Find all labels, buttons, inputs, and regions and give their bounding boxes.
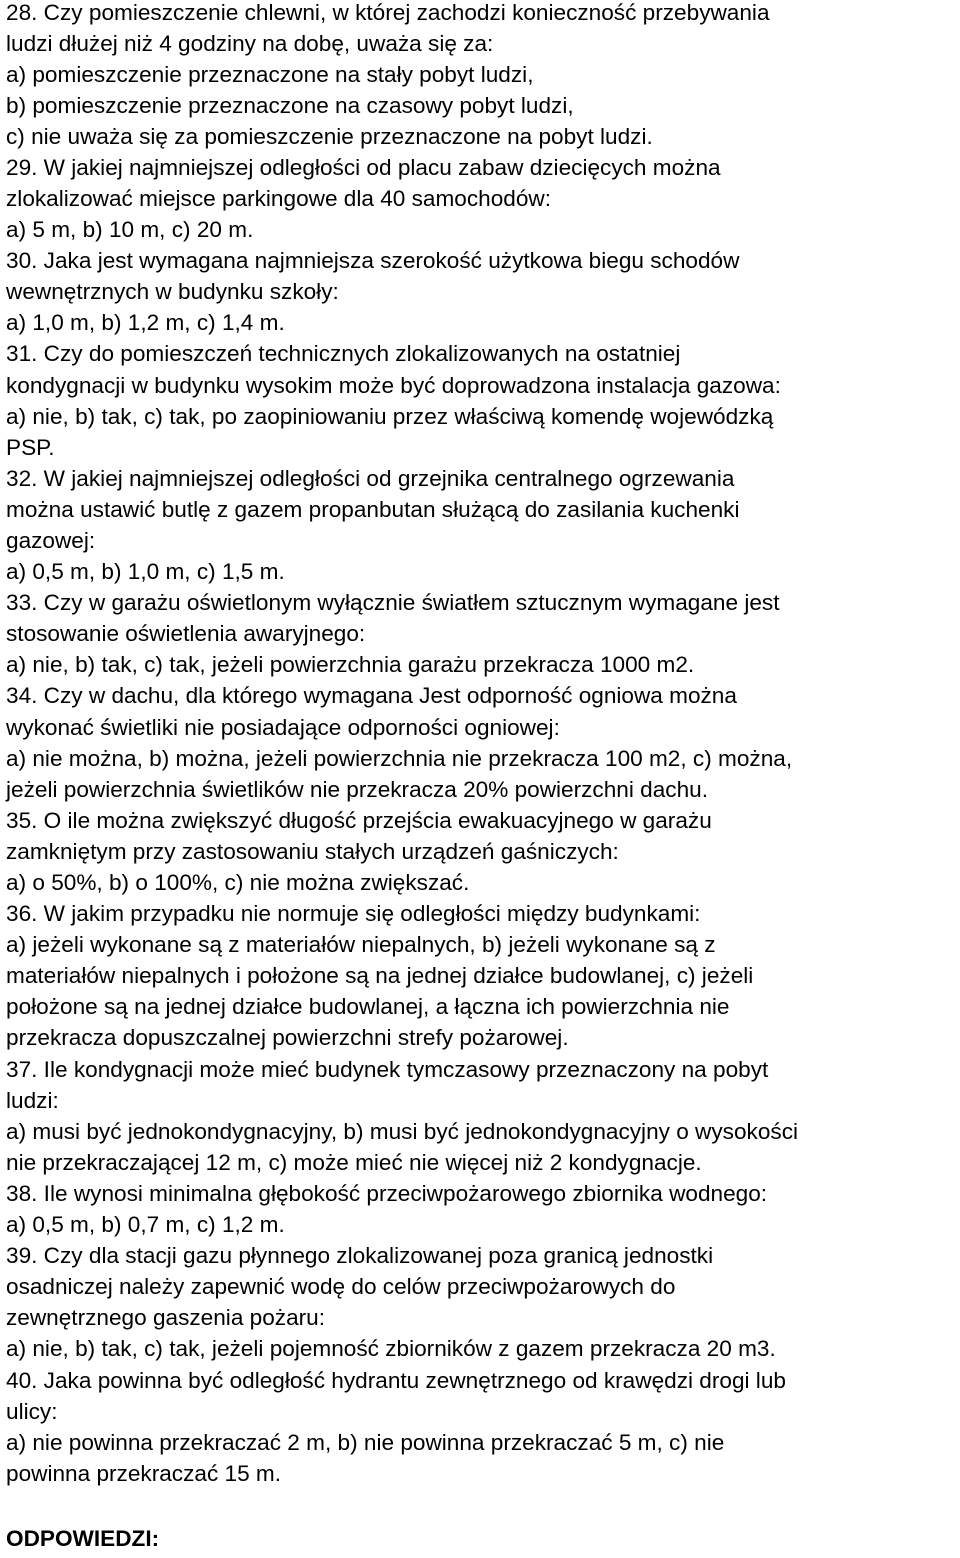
text-line: 35. O ile można zwiększyć długość przejścia ewakuacyjnego w garażu (6, 808, 712, 833)
text-line: gazowej: (6, 528, 96, 553)
text-line: kondygnacji w budynku wysokim może być doprowadzona instalacja gazowa: (6, 373, 781, 398)
answers-heading: ODPOWIEDZI: (6, 1526, 160, 1551)
text-line: 29. W jakiej najmniejszej odległości od placu zabaw dziecięcych można (6, 155, 721, 180)
text-line: ulicy: (6, 1399, 58, 1424)
text-line: a) nie powinna przekraczać 2 m, b) nie powinna przekraczać 5 m, c) nie (6, 1430, 725, 1455)
text-line: 31. Czy do pomieszczeń technicznych zlokalizowanych na ostatniej (6, 341, 681, 366)
text-line: 34. Czy w dachu, dla którego wymagana Jest odporność ogniowa można (6, 683, 737, 708)
text-line: a) 1,0 m, b) 1,2 m, c) 1,4 m. (6, 310, 285, 335)
text-line: zewnętrznego gaszenia pożaru: (6, 1305, 326, 1330)
text-line: a) 0,5 m, b) 0,7 m, c) 1,2 m. (6, 1212, 285, 1237)
text-line: ludzi dłużej niż 4 godziny na dobę, uważa się za: (6, 31, 494, 56)
text-line: a) o 50%, b) o 100%, c) nie można zwiększać. (6, 870, 470, 895)
text-line: jeżeli powierzchnia świetlików nie przekracza 20% powierzchni dachu. (6, 777, 708, 802)
text-line: przekracza dopuszczalnej powierzchni strefy pożarowej. (6, 1025, 569, 1050)
text-line: zamkniętym przy zastosowaniu stałych urządzeń gaśniczych: (6, 839, 619, 864)
text-line: wykonać świetliki nie posiadające odporności ogniowej: (6, 715, 560, 740)
text-line: 28. Czy pomieszczenie chlewni, w której zachodzi konieczność przebywania (6, 0, 770, 25)
text-line: a) musi być jednokondygnacyjny, b) musi być jednokondygnacyjny o wysokości (6, 1119, 799, 1144)
text-line: 40. Jaka powinna być odległość hydrantu zewnętrznego od krawędzi drogi lub (6, 1368, 786, 1393)
text-line: a) pomieszczenie przeznaczone na stały pobyt ludzi, (6, 62, 534, 87)
text-line: 36. W jakim przypadku nie normuje się odległości między budynkami: (6, 901, 701, 926)
text-line: a) jeżeli wykonane są z materiałów niepalnych, b) jeżeli wykonane są z (6, 932, 716, 957)
text-line: można ustawić butlę z gazem propanbutan służącą do zasilania kuchenki (6, 497, 740, 522)
text-line: a) nie, b) tak, c) tak, jeżeli powierzchnia garażu przekracza 1000 m2. (6, 652, 695, 677)
text-line: a) nie, b) tak, c) tak, po zaopiniowaniu przez właściwą komendę wojewódzką (6, 404, 774, 429)
text-line: 33. Czy w garażu oświetlonym wyłącznie światłem sztucznym wymagane jest (6, 590, 780, 615)
text-line: zlokalizować miejsce parkingowe dla 40 samochodów: (6, 186, 552, 211)
text-line: położone są na jednej działce budowlanej, a łączna ich powierzchnia nie (6, 994, 730, 1019)
text-line: wewnętrznych w budynku szkoły: (6, 279, 339, 304)
text-line: a) 5 m, b) 10 m, c) 20 m. (6, 217, 254, 242)
text-line: a) nie można, b) można, jeżeli powierzchnia nie przekracza 100 m2, c) można, (6, 746, 793, 771)
text-line: 38. Ile wynosi minimalna głębokość przeciwpożarowego zbiornika wodnego: (6, 1181, 768, 1206)
text-line: 37. Ile kondygnacji może mieć budynek tymczasowy przeznaczony na pobyt (6, 1057, 769, 1082)
text-line: 32. W jakiej najmniejszej odległości od grzejnika centralnego ogrzewania (6, 466, 735, 491)
text-line: osadniczej należy zapewnić wodę do celów przeciwpożarowych do (6, 1274, 676, 1299)
text-line: b) pomieszczenie przeznaczone na czasowy pobyt ludzi, (6, 93, 574, 118)
text-line: PSP. (6, 435, 55, 460)
text-line: nie przekraczającej 12 m, c) może mieć nie więcej niż 2 kondygnacje. (6, 1150, 702, 1175)
text-line: powinna przekraczać 15 m. (6, 1461, 282, 1486)
text-line: stosowanie oświetlenia awaryjnego: (6, 621, 366, 646)
text-line: 39. Czy dla stacji gazu płynnego zlokalizowanej poza granicą jednostki (6, 1243, 714, 1268)
text-line: a) nie, b) tak, c) tak, jeżeli pojemność zbiorników z gazem przekracza 20 m3. (6, 1336, 776, 1361)
text-line: c) nie uważa się za pomieszczenie przeznaczone na pobyt ludzi. (6, 124, 653, 149)
text-line: 30. Jaka jest wymagana najmniejsza szerokość użytkowa biegu schodów (6, 248, 740, 273)
text-line: materiałów niepalnych i położone są na jednej działce budowlanej, c) jeżeli (6, 963, 754, 988)
text-line: ludzi: (6, 1088, 59, 1113)
text-line: a) 0,5 m, b) 1,0 m, c) 1,5 m. (6, 559, 285, 584)
